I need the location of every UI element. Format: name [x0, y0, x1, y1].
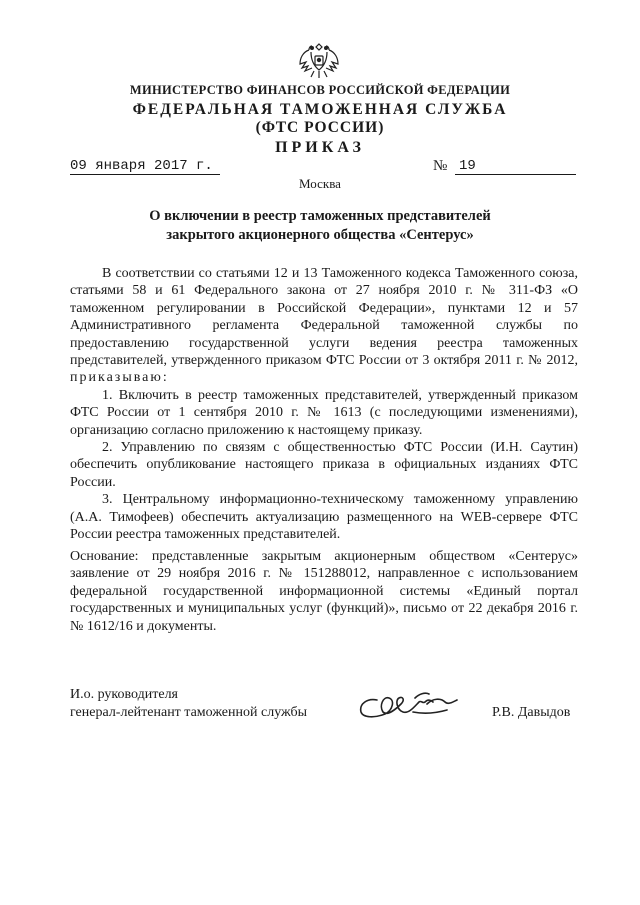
city: Москва: [299, 176, 341, 191]
signatory-position-line-1: И.о. руководителя: [70, 687, 179, 702]
title-line-2: закрытого акционерного общества «Сентерус»: [166, 227, 474, 243]
order-item-1: 1. Включить в реестр таможенных представителей, утвержденный приказом ФТС России от 1 сентября 2010 г. № 1613 (с последующими изменениями), организацию согласно приложению к настоящему приказу.: [70, 387, 578, 438]
basis-paragraph: Основание: представленные закрытым акционерным обществом «Сентерус» заявление от 29 ноября 2016 г. № 151288012, направленное с использованием федеральной государственной информационной системы «Единый портал государственных и муниципальных услуг (функций)», письмо от 22 декабря 2016 г. № 1612/16 и документы.: [70, 549, 578, 634]
order-date: 09 января 2017 г.: [70, 158, 220, 175]
order-body: [70, 265, 578, 544]
title-line-1: О включении в реестр таможенных представителей: [149, 208, 491, 224]
signatory-name: Р.В. Давыдов: [492, 705, 571, 720]
order-item-3: 3. Центральному информационно-техническому таможенному управлению (А.А. Тимофеев) обеспечить актуализацию размещенного на WEB-сервере ФТС России реестра таможенных представителей.: [70, 492, 578, 543]
order-word: приказываю:: [70, 370, 169, 386]
document-title: [0, 207, 640, 245]
emblem-icon: [296, 38, 342, 84]
order-item-2: 2. Управлению по связям с общественностью ФТС России (И.Н. Саутин) обеспечить опубликование настоящего приказа в официальных изданиях ФТС России.: [70, 440, 578, 490]
signatory-position-line-2: генерал-лейтенант таможенной службы: [70, 705, 308, 720]
basis-section: [70, 548, 578, 635]
signatory-position: [70, 686, 307, 722]
order-number-label: №: [433, 158, 448, 174]
preamble-paragraph: [70, 265, 578, 387]
handwritten-signature: [355, 684, 485, 724]
preamble-text: В соответствии со статьями 12 и 13 Таможенного кодекса Таможенного союза, статьями 58 и 61 Федерального закона от 27 ноября 2010 г. № 311-ФЗ «О таможенном регулировании в Российской Федерации», пунктами 12 и 57 Административного регламента Федеральной таможенной службы по предоставлению государственной услуги ведения реестра таможенных представителей, утвержденного приказом ФТС России от 3 октября 2011 г. № 2012,: [70, 266, 578, 369]
service-abbreviation: (ФТС РОССИИ): [255, 119, 385, 136]
document-type: ПРИКАЗ: [275, 139, 365, 156]
order-number: 19: [455, 158, 576, 175]
ministry-name: МИНИСТЕРСТВО ФИНАНСОВ РОССИЙСКОЙ ФЕДЕРАЦИИ: [129, 83, 511, 97]
service-name: ФЕДЕРАЛЬНАЯ ТАМОЖЕННАЯ СЛУЖБА: [132, 101, 508, 118]
